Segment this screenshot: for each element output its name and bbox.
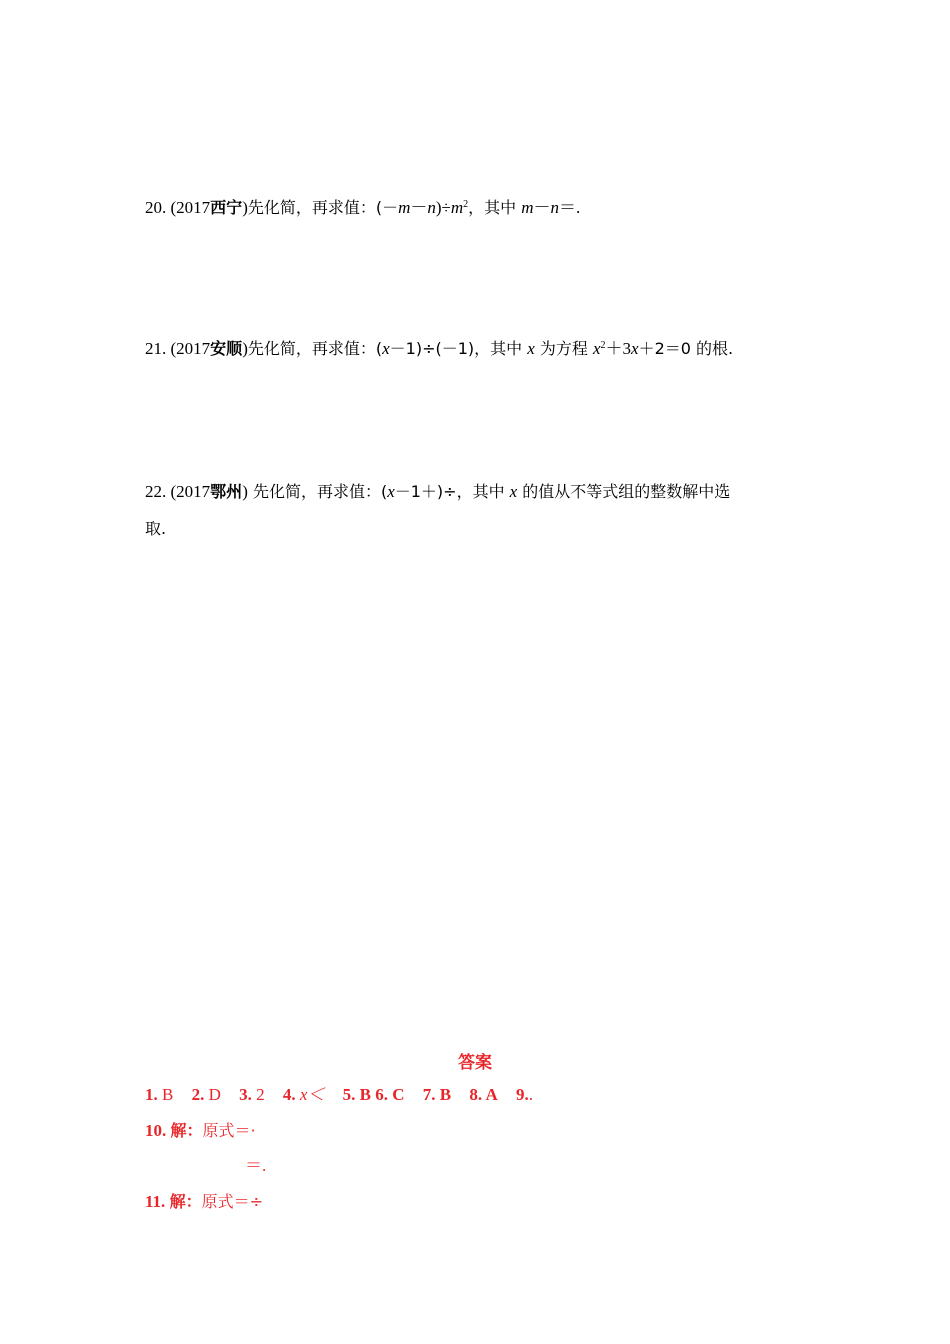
answer-number: 2. [191,1085,205,1104]
question-text: －1)÷(－1)，其中 [389,339,528,358]
solution-label: 解： [170,1121,203,1140]
source-place: 安顺 [210,339,243,358]
var-m: m [398,198,411,217]
answer-number: 9. [515,1085,529,1104]
solution-text: 原式＝÷ [201,1192,263,1211]
var-m: m [521,198,534,217]
question-text: 先化简，再求值：(－ [247,198,399,217]
source-year: (2017 [170,198,211,217]
answer-value: B [157,1085,174,1104]
solution-text: 原式＝· [202,1121,256,1140]
question-text: ，其中 [468,198,522,217]
source-place: 鄂州 [210,482,243,501]
answer-10 [145,1120,256,1142]
question-22-continued: 取. [145,519,167,538]
question-22 [145,481,730,503]
question-text: )÷ [435,198,451,217]
answer-value: x＜ [295,1085,325,1104]
answer-10-continued: ＝. [245,1156,267,1175]
var-n: n [550,198,560,217]
var-x: x [382,339,390,358]
question-text: 先化简，再求值：( [247,482,388,501]
question-text: ＝. [559,198,581,217]
answer-number: 1. [145,1085,158,1104]
var-n: n [427,198,436,217]
answer-number: 5. B [342,1085,372,1104]
answer-value: 2 [251,1085,265,1104]
question-text: 先化简，再求值：( [247,339,383,358]
answer-number: 11. [145,1192,166,1211]
var-x: x [592,339,601,358]
var-x: x [509,482,518,501]
answer-number: 8. A [469,1085,498,1104]
question-20 [145,197,580,219]
question-text: －1＋)÷，其中 [394,482,510,501]
source-close: ) [242,198,248,217]
question-number: 22. [145,482,167,501]
answer-number: 4. [282,1085,296,1104]
question-number: 21. [145,339,167,358]
question-number: 20. [145,198,167,217]
answer-number: 10. [145,1121,167,1140]
var-x: x [527,339,535,358]
source-place: 西宁 [210,198,243,217]
answer-value: D [204,1085,221,1104]
question-21 [145,338,733,360]
minus-sign: － [533,198,551,217]
exponent: 2 [600,340,606,351]
var-x: x [631,339,639,358]
question-text: 为方程 [534,339,593,358]
answer-11 [145,1191,263,1213]
source-year: (2017 [170,482,211,501]
source-close: ) [242,482,248,501]
var-x: x [387,482,395,501]
answer-number: 6. C [375,1085,405,1104]
minus-sign: － [410,198,428,217]
question-text: ＋2＝0 的根. [638,339,734,358]
answer-number: 3. [239,1085,252,1104]
answers-row-1 [145,1084,533,1106]
answer-number: 7. B [422,1085,452,1104]
source-close: ) [242,339,248,358]
question-text: ＋3 [605,339,632,358]
source-year: (2017 [170,339,211,358]
answers-title: 答案 [458,1053,492,1073]
answer-value: . [528,1085,533,1104]
solution-label: 解： [169,1192,202,1211]
var-m: m [450,198,464,217]
question-text: 的值从不等式组的整数解中选 [517,482,731,501]
exponent: 2 [463,199,469,210]
